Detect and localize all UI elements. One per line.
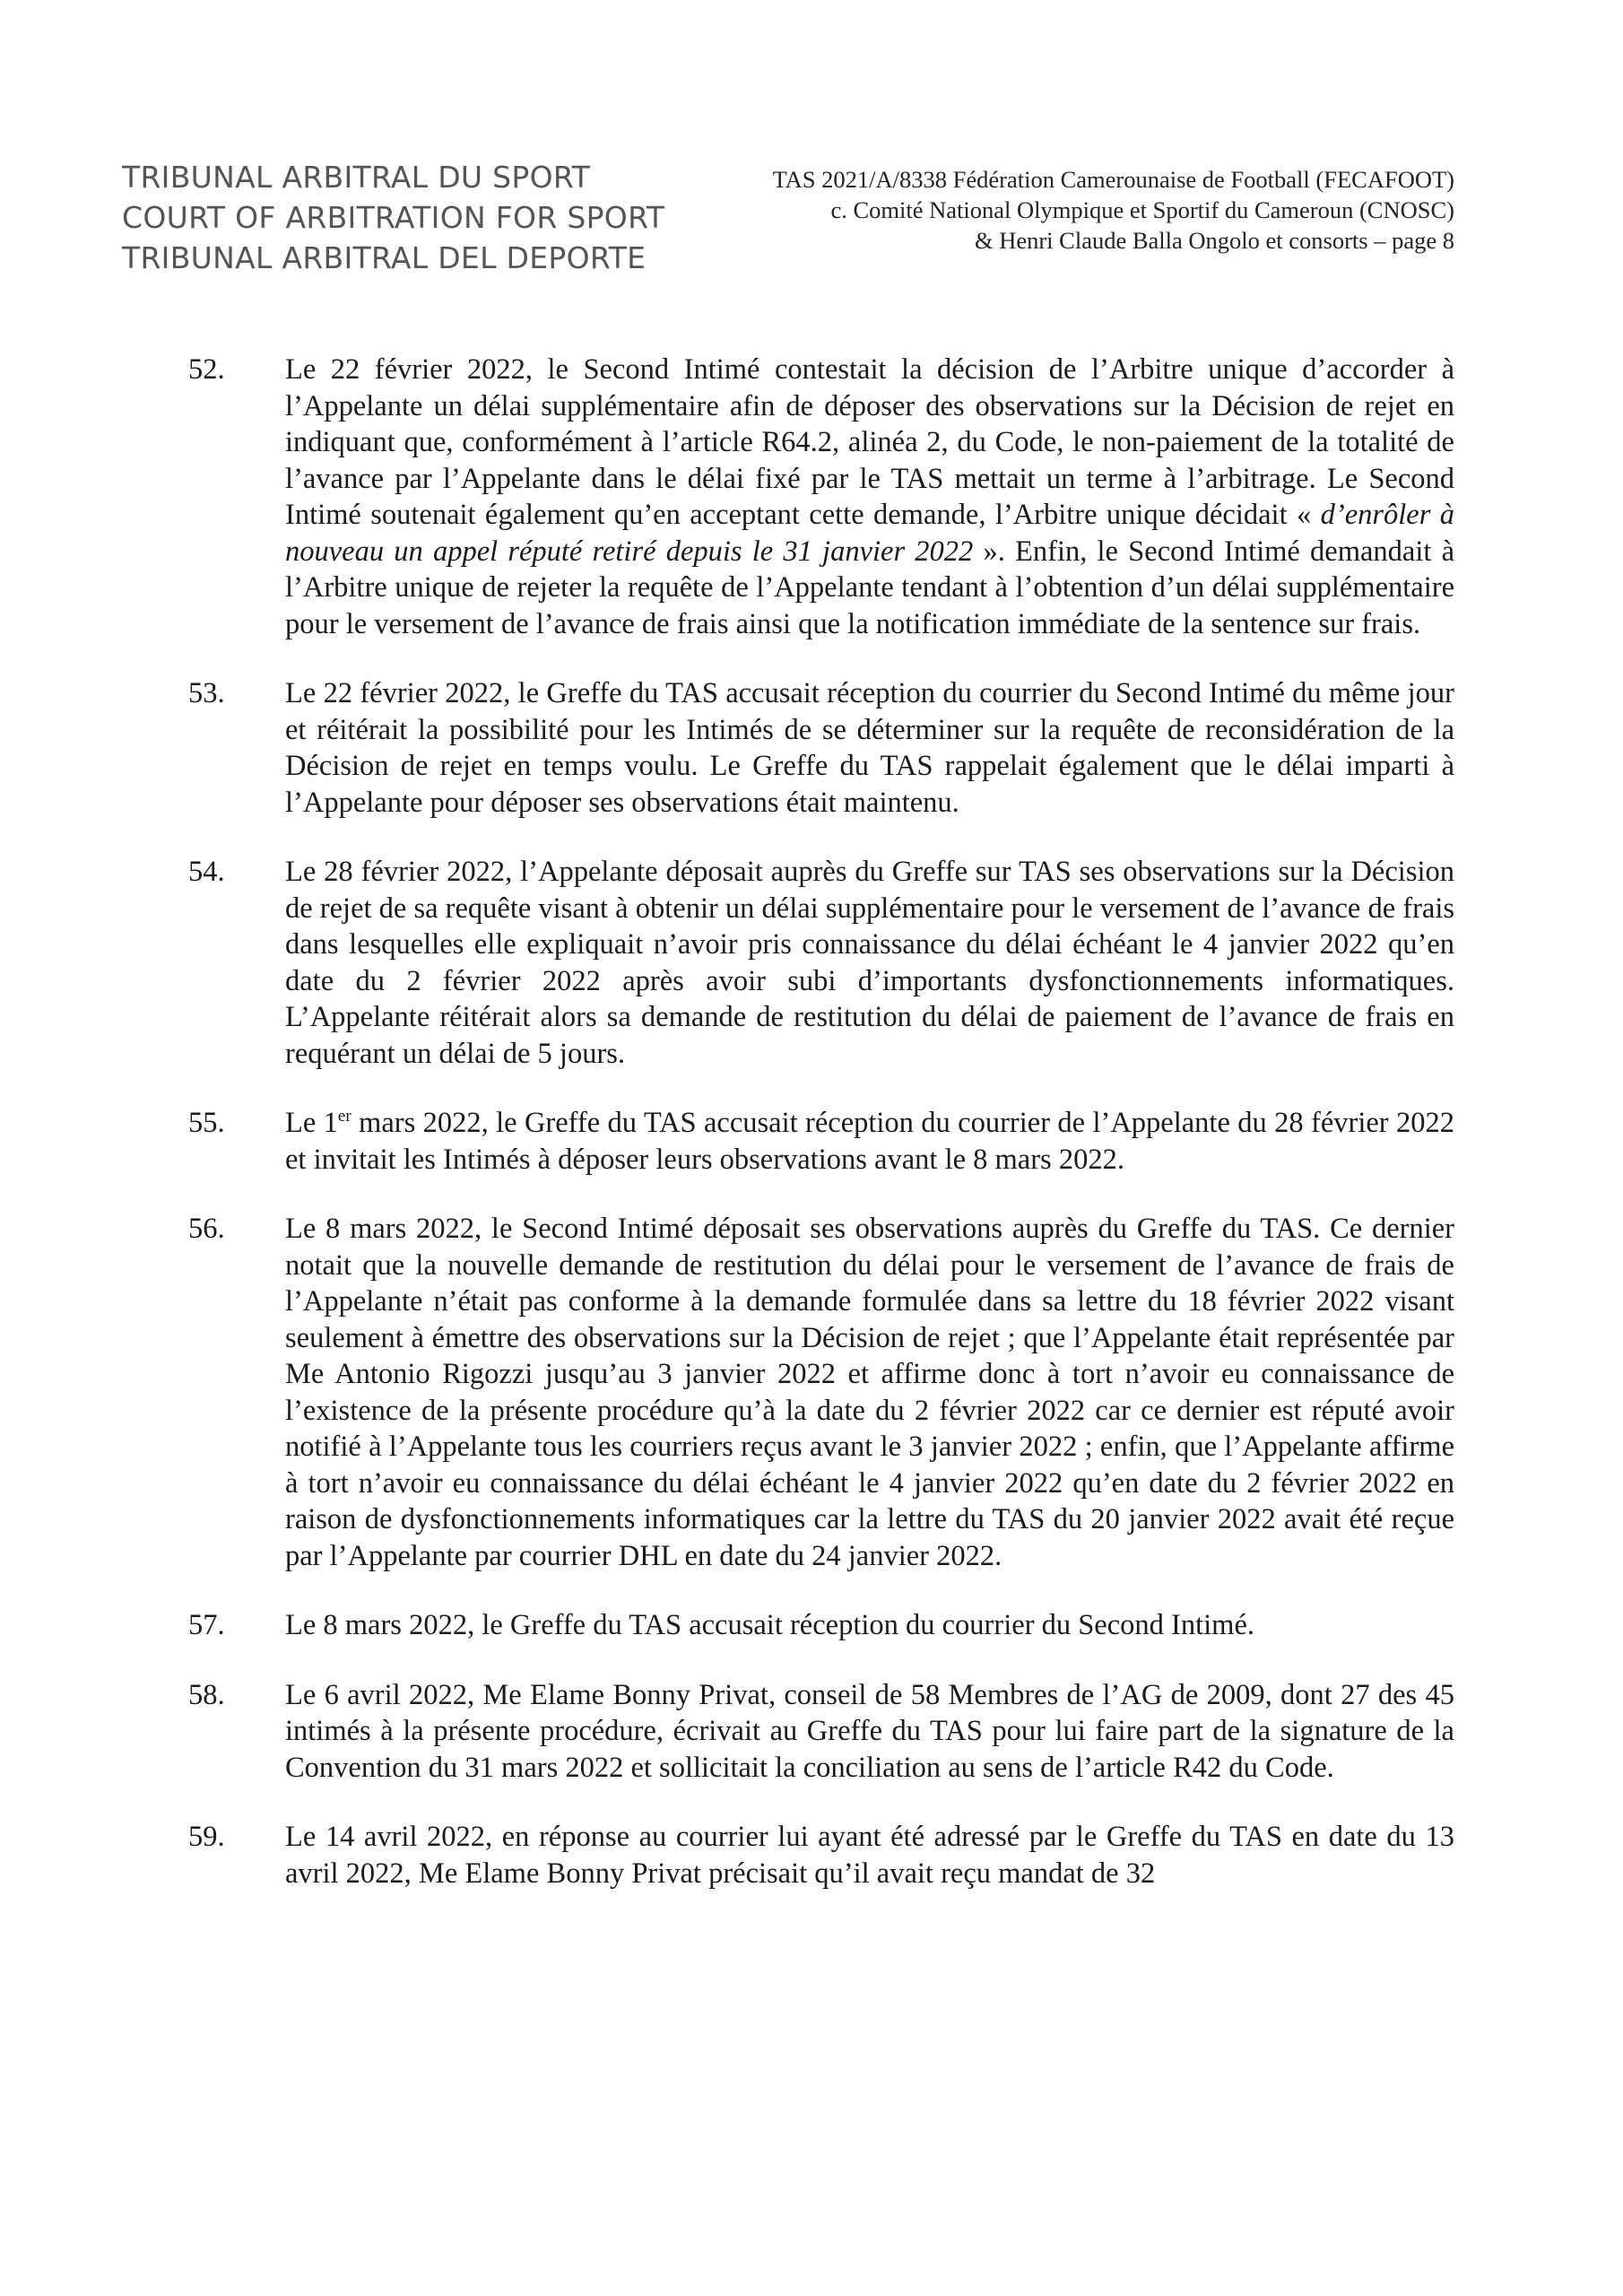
paragraph-number: 54. xyxy=(188,856,225,888)
case-reference-line-2: c. Comité National Olympique et Sportif du Cameroun (CNOSC) xyxy=(830,196,1454,223)
paragraph-52 xyxy=(188,352,1454,642)
paragraph-number: 52. xyxy=(188,353,225,386)
case-reference-line-3: & Henri Claude Balla Ongolo et consorts – page 8 xyxy=(974,227,1454,254)
paragraph-number: 57. xyxy=(188,1609,225,1641)
paragraph-number: 56. xyxy=(188,1213,225,1245)
paragraph-number: 53. xyxy=(188,677,225,709)
court-name-es: TRIBUNAL ARBITRAL DEL DEPORTE xyxy=(122,240,647,275)
court-name-block xyxy=(122,157,664,278)
case-reference xyxy=(773,164,1454,256)
paragraph-54 xyxy=(188,854,1454,1072)
paragraph-text: Le 28 février 2022, l’Appelante déposait auprès du Greffe sur TAS ses observations sur la Décision de rejet de sa requête visant à obtenir un délai supplémentaire pour le versement de l’avance de frais dans lesquelles elle expliquait n’avoir pris connaissance du délai échéant le 4 janvier 2022 qu’en date du 2 février 2022 après avoir subi d’importants dysfonctionnements informatiques. L’Appelante réitérait alors sa demande de restitution du délai de paiement de l’avance de frais en requérant un délai de 5 jours. xyxy=(285,856,1454,1070)
ordinal-superscript: er xyxy=(337,1107,352,1126)
paragraph-text: Le 22 février 2022, le Greffe du TAS accusait réception du courrier du Second Intimé du même jour et réitérait la possibilité pour les Intimés de se déterminer sur la requête de reconsidération de la Décision de rejet en temps voulu. Le Greffe du TAS rappelait également que le délai imparti à l’Appelante pour déposer ses observations était maintenu. xyxy=(285,677,1454,819)
paragraph-number: 55. xyxy=(188,1107,225,1139)
court-name-fr: TRIBUNAL ARBITRAL DU SPORT xyxy=(122,160,591,195)
paragraph-53 xyxy=(188,675,1454,821)
page-header xyxy=(0,157,1623,283)
paragraph-text: Le 8 mars 2022, le Second Intimé déposait ses observations auprès du Greffe du TAS. Ce dernier notait que la nouvelle demande de restitution du délai pour le versement de l’avance de frais de l’Appelante n’était pas conforme à la demande formulée dans sa lettre du 18 février 2022 visant seulement à émettre des observations sur la Décision de rejet ; que l’Appelante était représentée par Me Antonio Rigozzi jusqu’au 3 janvier 2022 et affirme donc à tort n’avoir eu connaissance de l’existence de la présente procédure qu’à la date du 2 février 2022 car ce dernier est réputé avoir notifié à l’Appelante tous les courriers reçus avant le 3 janvier 2022 ; enfin, que l’Appelante affirme à tort n’avoir eu connaissance du délai échéant le 4 janvier 2022 qu’en date du 2 février 2022 en raison de dysfonctionnements informatiques car la lettre du TAS du 20 janvier 2022 avait été reçue par l’Appelante par courrier DHL en date du 24 janvier 2022. xyxy=(285,1213,1454,1572)
paragraph-58 xyxy=(188,1677,1454,1787)
paragraph-text: Le 8 mars 2022, le Greffe du TAS accusait réception du courrier du Second Intimé. xyxy=(285,1609,1254,1641)
paragraph-text: Le 6 avril 2022, Me Elame Bonny Privat, conseil de 58 Membres de l’AG de 2009, dont 27 des 45 intimés à la présente procédure, écrivait au Greffe du TAS pour lui faire part de la signature de la Convention du 31 mars 2022 et sollicitait la conciliation au sens de l’article R42 du Code. xyxy=(285,1678,1454,1784)
case-reference-line-1: TAS 2021/A/8338 Fédération Camerounaise de Football (FECAFOOT) xyxy=(772,166,1454,193)
quoted-text: d’enrôler à nouveau un appel réputé retiré depuis le 31 janvier 2022 xyxy=(285,499,1455,568)
paragraph-text: Le 1er mars 2022, le Greffe du TAS accusait réception du courrier de l’Appelante du 28 février 2022 et invitait les Intimés à déposer leurs observations avant le 8 mars 2022. xyxy=(285,1107,1454,1176)
paragraph-text: Le 14 avril 2022, en réponse au courrier lui ayant été adressé par le Greffe du TAS en date du 13 avril 2022, Me Elame Bonny Privat précisait qu’il avait reçu mandat de 32 xyxy=(285,1821,1454,1890)
paragraph-59 xyxy=(188,1819,1454,1892)
paragraph-56 xyxy=(188,1211,1454,1574)
paragraph-55 xyxy=(188,1105,1454,1178)
court-name-en: COURT OF ARBITRATION FOR SPORT xyxy=(122,200,665,235)
paragraph-number: 59. xyxy=(188,1821,225,1853)
document-body xyxy=(188,352,1454,1925)
paragraph-number: 58. xyxy=(188,1678,225,1711)
paragraph-text: Le 22 février 2022, le Second Intimé contestait la décision de l’Arbitre unique d’accorder à l’Appelante un délai supplémentaire afin de déposer des observations sur la Décision de rejet en indiquant que, conformément à l’article R64.2, alinéa 2, du Code, le non-paiement de la totalité de l’avance par l’Appelante dans le délai fixé par le TAS mettait un terme à l’arbitrage. Le Second Intimé soutenait également qu’en acceptant cette demande, l’Arbitre unique décidait « d’enrôler à nouveau un appel réputé retiré depuis le 31 janvier 2022 ». Enfin, le Second Intimé demandait à l’Arbitre unique de rejeter la requête de l’Appelante tendant à l’obtention d’un délai supplémentaire pour le versement de l’avance de frais ainsi que la notification immédiate de la sentence sur frais. xyxy=(285,353,1455,640)
paragraph-57 xyxy=(188,1607,1454,1644)
